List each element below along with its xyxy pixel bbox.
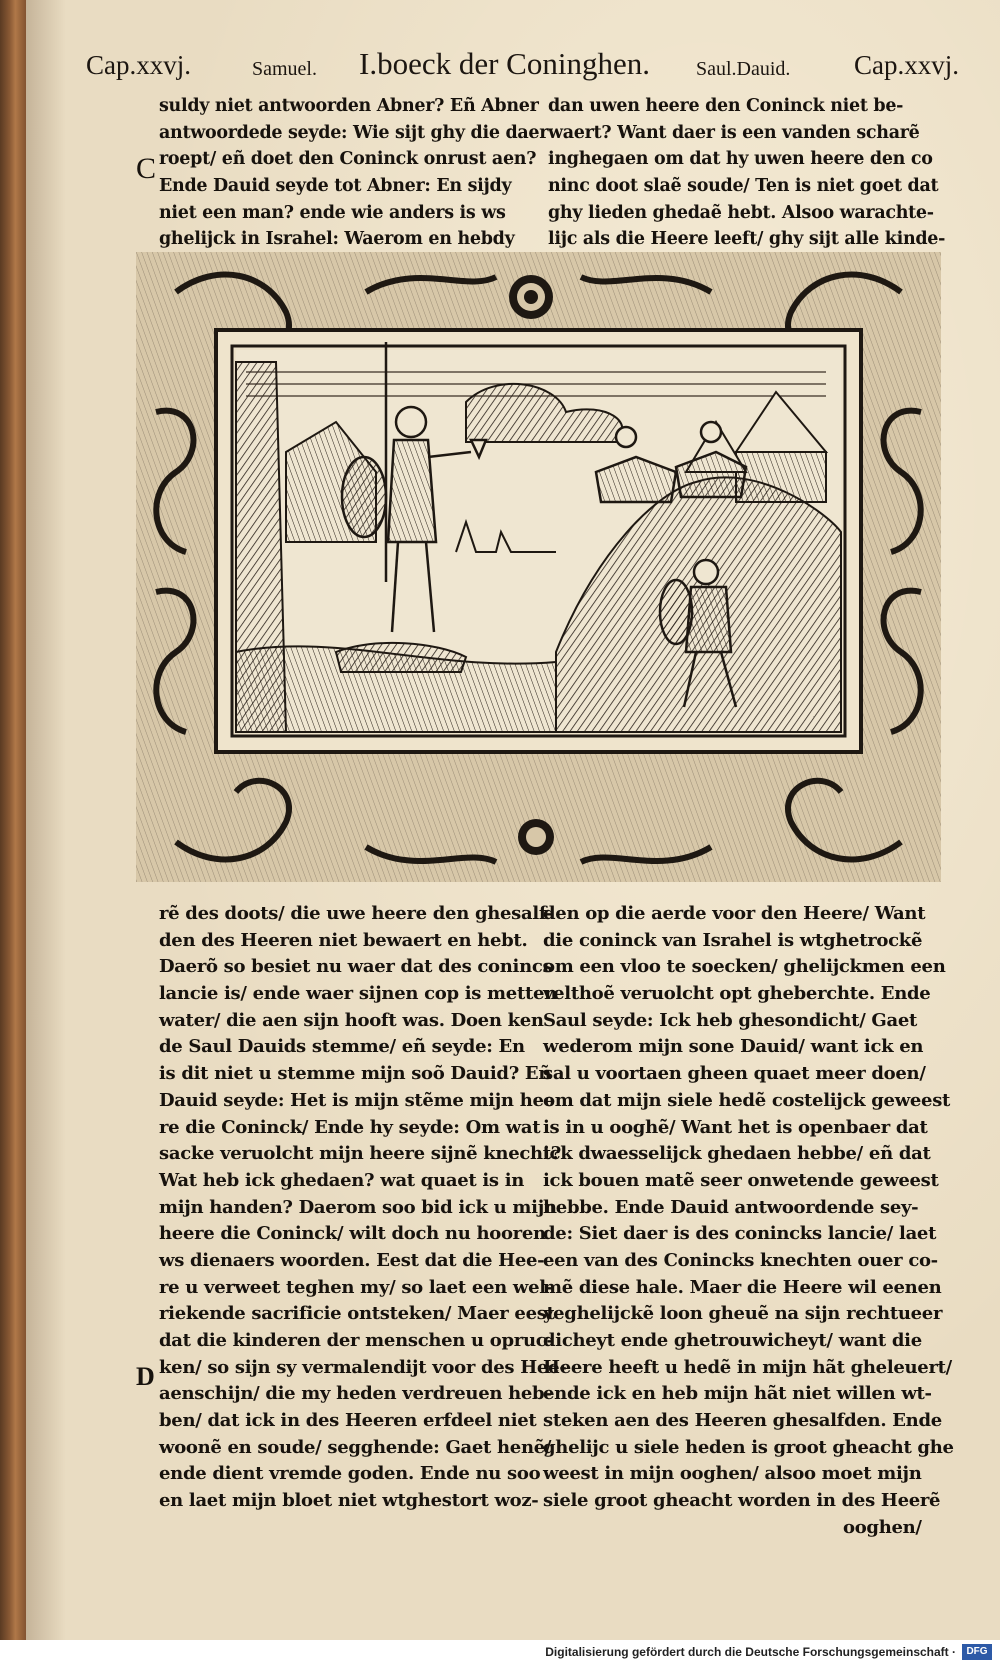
text-line: lancie is/ ende waer sijnen cop is metten [159, 983, 557, 1005]
margin-letter-d: D [136, 1362, 155, 1391]
text-line: ick bouen matẽ seer onwetende geweest [543, 1169, 939, 1191]
text-line: ghy lieden ghedaẽ hebt. Alsoo warachte- [548, 202, 934, 223]
text-line: re u verweet teghen my/ so laet een wel- [159, 1276, 553, 1298]
text-column-bottom-left [159, 901, 566, 1515]
page-title: I.boeck der Coninghen. [359, 46, 650, 81]
text-line: rẽ des doots/ die uwe heere den ghesalf- [159, 903, 553, 924]
text-line: suldy niet antwoorden Abner? Eñ Abner [159, 96, 539, 116]
text-line: antwoordede seyde: Wie sijt ghy die daer [159, 122, 549, 143]
woodcut-illustration [136, 252, 941, 882]
text-line: woonẽ en soude/ segghende: Gaet henẽ/ [159, 1436, 552, 1458]
text-line: velthoẽ veruolcht opt gheberchte. Ende [543, 983, 931, 1005]
text-line: weest in mijn ooghen/ alsoo moet mijn [543, 1463, 922, 1485]
book-page [26, 0, 1000, 1640]
text-line: Dauid seyde: Het is mijn stẽme mijn hee [159, 1089, 555, 1111]
text-line: een van des Conincks knechten ouer co- [543, 1249, 938, 1271]
text-line: yeghelijckẽ loon gheuẽ na sijn rechtueer [543, 1303, 943, 1325]
text-line: dicheyt ende ghetrouwicheyt/ want die [543, 1330, 922, 1351]
text-line: inghegaen om dat hy uwen heere den co [548, 149, 933, 170]
text-line: is dit niet u stemme mijn soõ Dauid? Eñ [159, 1063, 552, 1085]
text-line: mijn handen? Daerom soo bid ick u mijn [159, 1196, 557, 1218]
text-line: Ende Dauid seyde tot Abner: En sijdy [159, 176, 512, 197]
footer-credit: Digitalisierung gefördert durch die Deutsche Forschungsgemeinschaft · [545, 1645, 956, 1659]
text-line: ken/ so sijn sy vermalendijt voor des Hee- [159, 1356, 567, 1378]
text-line: sacke veruolcht mijn heere sijnẽ knecht? [159, 1143, 562, 1165]
text-line: roept/ eñ doet den Coninck onrust aen? [159, 149, 537, 170]
text-line: water/ die aen sijn hooft was. Doen ken [159, 1009, 544, 1031]
text-column-top-left [159, 93, 548, 253]
text-line: mẽ diese hale. Maer die Heere wil eenen [543, 1276, 942, 1298]
dfg-logo: DFG [962, 1644, 992, 1660]
footer-bar [0, 1640, 1000, 1666]
text-line: om een vloo te soecken/ ghelijckmen een [543, 956, 946, 978]
text-line: ben/ dat ick in des Heeren erfdeel niet [159, 1410, 537, 1432]
text-line: om dat mijn siele hedẽ costelijck geweest [543, 1089, 951, 1111]
text-line: Daerõ so besiet nu waer dat des conincs [159, 956, 553, 978]
text-line: hebbe. Ende Dauid antwoordende sey- [543, 1196, 919, 1218]
text-line: sal u voortaen gheen quaet meer doen/ [543, 1063, 926, 1085]
text-line: is in u ooghẽ/ Want het is openbaer dat [543, 1116, 928, 1138]
text-line: heere die Coninck/ wilt doch nu hooren [159, 1223, 546, 1245]
running-head-samuel: Samuel. [252, 58, 317, 80]
chapter-label-left: Cap.xxvj. [86, 50, 191, 80]
text-line: Wat heb ick ghedaen? wat quaet is in [159, 1169, 525, 1191]
text-line: steken aen des Heeren ghesalfden. Ende [543, 1410, 942, 1432]
book-edge [0, 0, 28, 1640]
text-line: ende dient vremde goden. Ende nu soo [159, 1463, 541, 1485]
text-line: de Saul Dauids stemme/ eñ seyde: En [159, 1036, 525, 1058]
text-line: ninc doot slaẽ soude/ Ten is niet goet dat [548, 176, 939, 197]
text-line: ghelijc u siele heden is groot gheacht ghe [543, 1436, 954, 1458]
text-line: riekende sacrificie ontsteken/ Maer eest [159, 1303, 555, 1325]
text-line: den op die aerde voor den Heere/ Want [543, 903, 926, 924]
text-line: wederom mijn sone Dauid/ want ick en [543, 1036, 924, 1058]
text-line: re die Coninck/ Ende hy seyde: Om wat [159, 1116, 541, 1138]
text-line: waert? Want daer is een vanden scharẽ [548, 122, 920, 143]
text-line: ooghen/ [843, 1516, 922, 1538]
text-line: ende ick en heb mijn hãt niet willen wt- [543, 1383, 932, 1405]
text-line: aenschijn/ die my heden verdreuen heb- [159, 1383, 552, 1405]
text-line: en laet mijn bloet niet wtghestort woz- [159, 1490, 539, 1512]
text-line: niet een man? ende wie anders is ws [159, 202, 506, 223]
running-head-saul-david: Saul.Dauid. [696, 58, 791, 80]
text-line: die coninck van Israhel is wtghetrockẽ [543, 929, 923, 951]
margin-letter-c: C [136, 152, 157, 185]
chapter-label-right: Cap.xxvj. [854, 50, 959, 80]
text-line: ws dienaers woorden. Eest dat die Hee- [159, 1249, 545, 1271]
text-column-top-right [548, 93, 945, 253]
text-line: siele groot gheacht worden in des Heerẽ [543, 1490, 941, 1512]
text-line: ick dwaesselijck ghedaen hebbe/ eñ dat [543, 1143, 931, 1165]
text-line: lijc als die Heere leeft/ ghy sijt alle kinde- [548, 229, 946, 250]
text-line: Saul seyde: Ick heb ghesondicht/ Gaet [543, 1009, 918, 1031]
text-line: Heere heeft u hedẽ in mijn hãt gheleuert/ [543, 1356, 952, 1378]
text-line: den des Heeren niet bewaert en hebt. [159, 929, 528, 951]
text-line: dan uwen heere den Coninck niet be- [548, 96, 904, 116]
text-line: ghelijck in Israhel: Waerom en hebdy [159, 229, 515, 250]
text-line: dat die kinderen der menschen u opruc- [159, 1330, 554, 1351]
text-line: de: Siet daer is des conincks lancie/ laet [543, 1223, 937, 1245]
text-column-bottom-right [543, 901, 954, 1542]
